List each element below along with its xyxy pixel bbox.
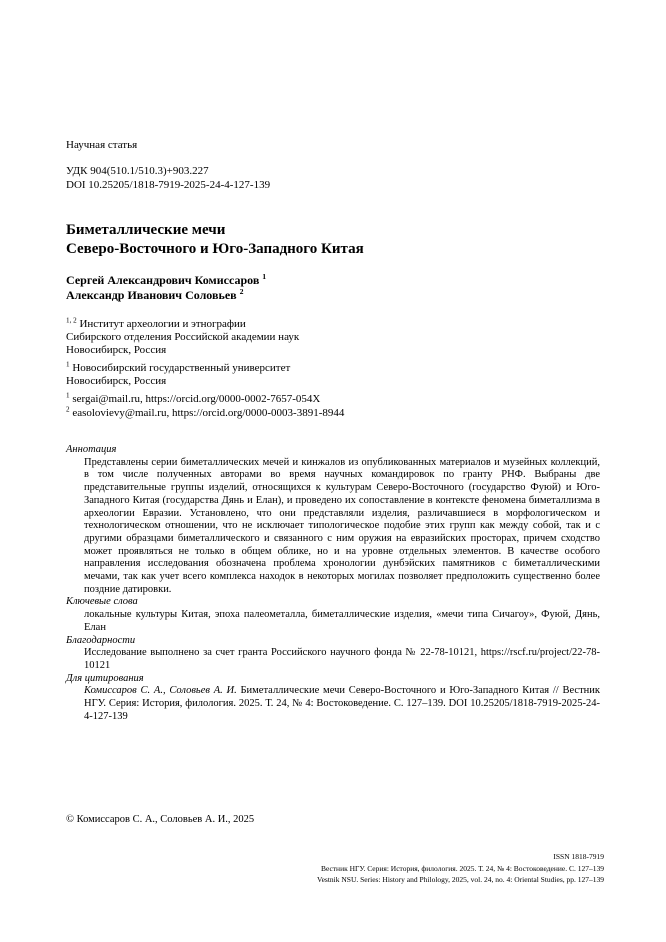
contact-superscript: 2 bbox=[66, 404, 70, 413]
abstract-section bbox=[66, 444, 600, 596]
paper-title-line-1: Биметаллические мечи bbox=[66, 222, 226, 238]
acknowledgements-section bbox=[66, 635, 600, 673]
acknowledgements-label: Благодарности bbox=[66, 634, 136, 646]
footer-journal-ru: Вестник НГУ. Серия: История, филология. 2025. Т. 24, № 4: Востоковедение. С. 127–139 bbox=[320, 863, 604, 873]
paper-title-line-2: Северо-Восточного и Юго-Западного Китая bbox=[66, 241, 364, 257]
abstract-label: Аннотация bbox=[66, 444, 117, 455]
citation-body: Биметаллические мечи Северо-Восточного и Юго-Западного Китая // Вестник НГУ. Серия: История, филология. 2025. Т. 24, № 4: Востоковедение. С. 127–139. DOI 10.25205/1818-7919-2025-24-4-127-139 bbox=[84, 685, 600, 722]
affiliation-superscript: 1, 2 bbox=[66, 316, 77, 325]
affiliation-line: Сибирского отделения Российской академии наук bbox=[66, 331, 300, 343]
udk-line: УДК 904(510.1/510.3)+903.227 bbox=[66, 165, 209, 177]
keywords-section bbox=[66, 596, 600, 634]
footer-journal-en: Vestnik NSU. Series: History and Philology, 2025, vol. 24, no. 4: Oriental Studies, pp. 127–139 bbox=[316, 875, 604, 884]
doi-line: DOI 10.25205/1818-7919-2025-24-4-127-139 bbox=[66, 179, 271, 191]
contact-line bbox=[66, 393, 600, 407]
page-content bbox=[66, 138, 600, 723]
affiliation-line: $^1$ Новосибирский государственный университет bbox=[66, 360, 291, 374]
affiliation bbox=[66, 362, 600, 388]
journal-footer bbox=[317, 851, 604, 886]
author-superscript: 1 bbox=[262, 272, 267, 281]
abstract-text: Представлены серии биметаллических мечей и кинжалов из опубликованных материалов и музейных коллекций, в том числе полученных авторами во время научных командировок по гранту РНФ. Выбраны две представительные группы изделий, относящихся к культурам Северо-Восточного (государство Фуюй) и Юго-Западного Китая (государства Дянь и Елан), и проведено их сопоставление в контексте феномена биметаллизма в археологии Евразии. Установлено, что они представляли изделия, различавшиеся в морфологическом и технологическом отношении, что не исключает типологическое подобие этих групп как между собой, так и с другими образцами биметаллического и связанного с ним оружия на евразийских просторах, причем сходство может проявляться не только в общем облике, но и на уровне отдельных элементов. В качестве особого направления исследования обозначена проблема хронологии дунбэйских памятников с биметаллическими мечами, так как учет всего комплекса находок в некоторых могилах позволяет предположить существенно более поздние датировки. bbox=[84, 456, 600, 595]
contact-line bbox=[66, 404, 600, 421]
contacts-block bbox=[66, 393, 600, 420]
affiliation-line: Новосибирск, Россия bbox=[66, 375, 167, 387]
author-superscript: 2 bbox=[239, 287, 244, 296]
affiliation bbox=[66, 318, 600, 357]
author-name: Сергей Александрович Комиссаров bbox=[66, 273, 260, 287]
author-name: Александр Иванович Соловьев bbox=[66, 288, 237, 302]
keywords-text: локальные культуры Китая, эпоха палеометалла, биметаллические изделия, «мечи типа Сичагоу», Фуюй, Дянь, Елан bbox=[84, 609, 600, 633]
copyright-line: © Комиссаров С. А., Соловьев А. И., 2025 bbox=[66, 814, 255, 825]
author-line bbox=[66, 288, 600, 303]
affiliation-line: $^{1, 2}$ Институт археологии и этнографии bbox=[66, 316, 246, 330]
citation-authors: Комиссаров С. А., Соловьев А. И. bbox=[84, 685, 237, 697]
affiliation-superscript: 1 bbox=[66, 360, 70, 369]
contact-email-orcid: sergai@mail.ru, https://orcid.org/0000-0002-7657-054X bbox=[72, 393, 321, 405]
udk-doi-block bbox=[66, 164, 600, 192]
citation-text bbox=[84, 685, 600, 723]
author-line bbox=[66, 273, 600, 288]
keywords-label: Ключевые слова bbox=[66, 596, 138, 608]
article-type-label: Научная статья bbox=[66, 139, 138, 151]
citation-section bbox=[66, 673, 600, 724]
acknowledgements-text: Исследование выполнено за счет гранта Российского научного фонда № 22-78-10121, https://rscf.ru/project/22-78-10121 bbox=[84, 647, 600, 671]
citation-label: Для цитирования bbox=[66, 672, 144, 684]
contact-email-orcid: easolovievy@mail.ru, https://orcid.org/0000-0003-3891-8944 bbox=[72, 406, 345, 419]
footer-issn: ISSN 1818-7919 bbox=[553, 852, 604, 861]
affiliation-line: Новосибирск, Россия bbox=[66, 344, 167, 356]
paper-title bbox=[66, 221, 600, 259]
meta-sections bbox=[66, 444, 600, 723]
authors-block bbox=[66, 273, 600, 303]
affiliations-block bbox=[66, 318, 600, 388]
contact-superscript: 1 bbox=[66, 391, 70, 400]
